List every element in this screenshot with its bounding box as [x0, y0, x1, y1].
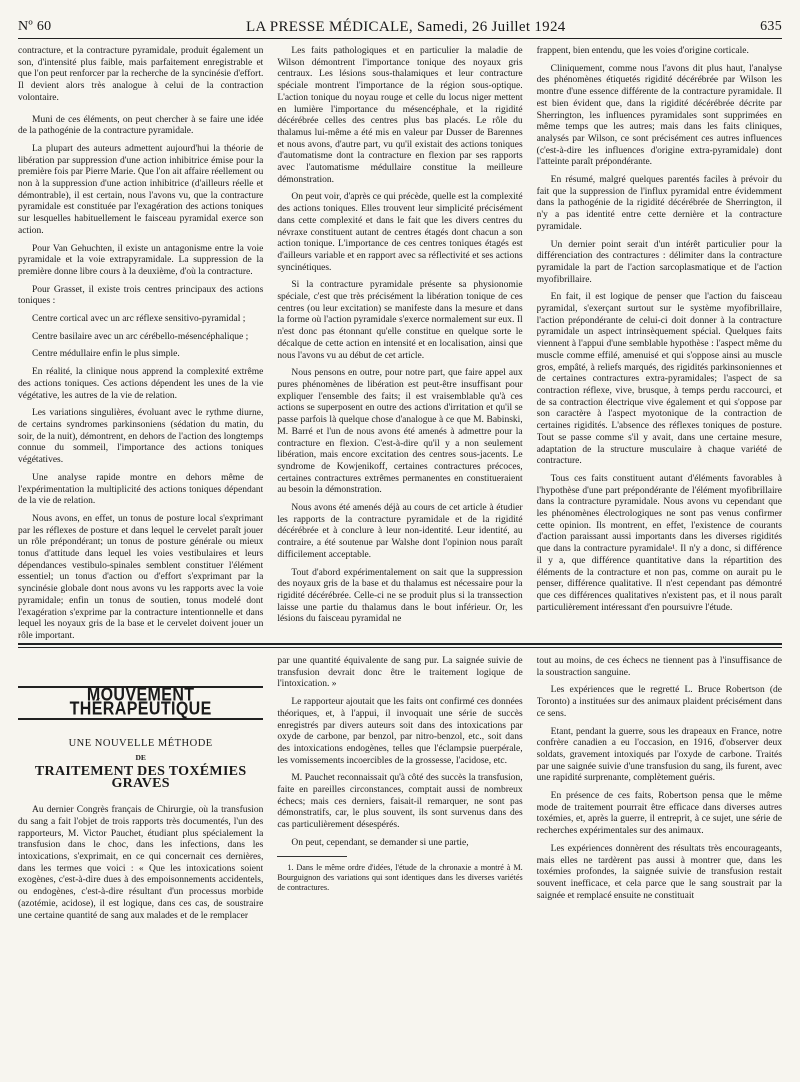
- article-title-line-2: DE: [135, 753, 146, 763]
- paragraph: Le rapporteur ajoutait que les faits ont confirmé ces données théoriques, et, à l'appui, il invoquait une série de succès enregistrés par divers auteurs soit dans des intoxications par oxyde de carbone, par benzol, par nitro-benzol, etc., soit dans des intoxications endogènes, telles que l'éclampsie puerpérale, les vomissements incoercibles de la grossesse, l'acidose, etc.: [277, 697, 523, 766]
- bottom-column-1: [18, 656, 263, 1074]
- paragraph: Muni de ces éléments, on peut chercher à se faire une idée de la pathogénie de la contracture pyramidale.: [18, 114, 264, 137]
- issue-number: Nº 60: [18, 19, 52, 34]
- paragraph: Tout d'abord expérimentalement on sait que la suppression des noyaux gris de la base et du thalamus est nécessaire pour la rigidité décérébrée. Celle-ci ne se produit plus si la transsection laisse une partie du thalamus dans le bout inférieur. Or, les lésions du faisceau pyramidal ne: [277, 567, 523, 625]
- article-title-line-3: TRAITEMENT DES TOXÉMIES GRAVES: [34, 763, 247, 791]
- article-title-line-1: UNE NOUVELLE MÉTHODE: [68, 738, 213, 750]
- top-column-1: [18, 46, 263, 640]
- paragraph: frappent, bien entendu, que les voies d'origine corticale.: [536, 46, 749, 56]
- top-column-3: [537, 46, 782, 640]
- paragraph: Etant, pendant la guerre, sous les drapeaux en France, notre confrère canadien a eu l'occasion, en 1916, d'observer deux soldats, gravement intoxiqués par l'oxyde de carbone. Traités par une saignée suivie d'une transfusion du sang, ils furent, avec une rapidité surprenante, complètement guéris.: [536, 726, 782, 784]
- bottom-column-2: [277, 656, 522, 1074]
- paragraph: Un dernier point serait d'un intérêt particulier pour la différenciation des contractures : délimiter dans la contracture pyramidale la part de l'action sarcoplasmatique et de l'action myofibrillaire.: [536, 239, 782, 285]
- section-heading-box: [18, 686, 263, 720]
- paragraph: La plupart des auteurs admettent aujourd'hui la théorie de libération par suppression d'une action inhibitrice émise pour la première fois par Pierre Marie. Que l'on ait affaire réellement ou non à la suppression d'une action inhibitrice (d'ailleurs réelle et démontrable), il est certain, nous l'avons vu, que la contracture pyramidale est constituée par l'exagération des actions toniques sur lesquelles habituellement le faisceau pyramidal exerce son action.: [18, 143, 264, 236]
- paragraph: En réalité, la clinique nous apprend la complexité extrême des actions toniques. Ces actions dépendent les unes de la vie végétative, les autres de la vie de relation.: [18, 367, 264, 401]
- paragraph: Nous pensons en outre, pour notre part, que faire appel aux pures phénomènes de libération est peut-être insuffisant pour expliquer l'ensemble des faits; il est vraisemblable qu'à ces actions se superposent en outre des actions d'irritation et qu'il se passe parfois là quelque chose d'analogue à ce que M. Babinski, M. Barré et l'un de nous avons été amenés à admettre pour la contracture en flexion. C'est-à-dire qu'il y a non seulement libération, mais encore excitation des centres sous-jacents. Le syndrome de Kowjenikoff, certaines contractures précoces, certaines contractures extrêmes permanentes en constitueraient au besoin la démonstration.: [277, 368, 523, 496]
- paragraph: contracture, et la contracture pyramidale, produit également un son, d'intensité plus faible, mais parfaitement enregistrable et que l'on peut renforcer par la recherche de la syncinésie d'effort. Il devient alors très analogue à celui de la contraction volontaire.: [18, 46, 264, 103]
- paragraph: Nous avons été amenés déjà au cours de cet article à étudier les rapports de la contracture pyramidale et de la rigidité décérébrée et à conclure à leur non-identité. Leur identité, au contraire, a été soutenue par Walshe dont l'opinion nous paraît difficilement acceptable.: [277, 503, 523, 560]
- paragraph: Les expériences que le regretté L. Bruce Robertson (de Toronto) a instituées sur des animaux plaident précisément dans ce sens.: [536, 685, 782, 719]
- paragraph: Une analyse rapide montre en dehors même de l'expérimentation la multiplicité des actions toniques dépendant de la vie de relation.: [18, 472, 264, 507]
- page-header: [18, 16, 782, 39]
- paragraph: Cliniquement, comme nous l'avons dit plus haut, l'analyse des phénomènes étiquetés rigidité décérébrée par Wilson les montre d'une essence différente de la contracture pyramidale. Il est bien évident que, dans la rigidité décérébrée décrite par Sherrington, les influences pyramidales sont supprimées en même temps que les autres; mais dans les faits cliniques, analysés par Wilson, ce sont précisément ces autres influences (c'est-à-dire les influences d'origine extra-pyramidale) dont l'atteinte paraît prépondérante.: [536, 63, 782, 168]
- paragraph: Centre basilaire avec un arc cérébello-mésencéphalique ;: [32, 331, 249, 342]
- paragraph: Au dernier Congrès français de Chirurgie, où la transfusion du sang a fait l'objet de trois rapports très documentés, l'un des rapporteurs, M. Victor Pauchet, étudiant plus spécialement la transfusion dans le choc, dans les infections, dans les intoxications, s'exprimait, en ce qui concernait ces dernières, dans les termes que voici : « Que les intoxications soient exogènes, c'est-à-dire dues à des empoisonnements accidentels, ou endogènes, c'est-à-dire résultant d'un processus morbide (azotémie, acidose), il est logique, dans ces cas, de soustraire une certaine quantité de sang aux malades et de le remplacer: [18, 805, 264, 921]
- paragraph: En présence de ces faits, Robertson pensa que le même mode de traitement pourrait être efficace dans diverses autres toxémies, et, après la guerre, il entreprit, à ce sujet, une série de recherches expérimentales sur des animaux.: [536, 791, 782, 837]
- footnote: 1. Dans le même ordre d'idées, l'étude de la chronaxie a montré à M. Bourguignon des variations qui sont identiques dans les diverses variétés de contractures.: [277, 862, 523, 892]
- paragraph: Les variations singulières, évoluant avec le rythme diurne, de certains syndromes parkinsoniens (sédation du matin, du soir, de la nuit), démontrent, en dehors de l'action des longtemps connue du sommeil, l'importance des actions toniques végétatives.: [18, 408, 264, 466]
- paragraph: par une quantité équivalente de sang pur. La saignée suivie de transfusion devrait donc être le traitement logique de l'intoxication. »: [277, 656, 523, 690]
- paragraph: Les expériences donnèrent des résultats très encourageants, mais elles ne tardèrent pas aussi à montrer que, dans les toxémies profondes, la saignée suivie de transfusion restait souvent inefficace, et cela parce que le sang soustrait par la saignée et remplacé ensuite ne constituait: [536, 843, 782, 901]
- paragraph: En résumé, malgré quelques parentés faciles à prévoir du fait que la suppression de l'influx pyramidal entre évidemment dans la pathogénie de la rigidité décérébrée de Sherrington, il n'y a pas identité entre cette dernière et la contracture pyramidale.: [536, 175, 782, 232]
- paragraph: M. Pauchet reconnaissait qu'à côté des succès la transfusion, faite en pareilles circonstances, comptait aussi de nombreux échecs; mais ces derniers, faisait-il remarquer, ne sont pas démonstratifs, car, le plus souvent, ils sont survenus dans des cas particulièrement désespérés.: [277, 773, 523, 831]
- paragraph: En fait, il est logique de penser que l'action du faisceau pyramidal, s'exerçant surtout sur le système myofibrillaire, l'action prépondérante de celui-ci doit donner à la contracture pyramidale un aspect intrinsèquement spécial. Quelques faits viennent à l'appui d'une semblable hypothèse : l'aspect même du muscle comme effilé, amenuisé et qui s'oppose ainsi au muscle gros, empâté, à reliefs marqués, des rigidités parkinsoniennes et de certaines contractures extra-pyramidales; l'aspect de sa contraction réflexe, vive, brusque, à temps perdu raccourci, et de sa contraction électrique vive également et qui s'oppose par son caractère à l'aspect myotonique de la contraction de certaines rigidités. L'absence des réflexes toniques de posture. Tout se passe comme s'il y avait, dans une certaine mesure, adaptation de la structure musculaire à chaque variété de contracture.: [536, 292, 782, 467]
- page-number: 635: [760, 19, 782, 34]
- paragraph: Si la contracture pyramidale présente sa physionomie spéciale, c'est que très précisément la libération tonique de ces centres (ou leur excitation) se manifeste dans la mesure et dans la forme où l'action pyramidale s'exerce normalement sur eux. Il n'est donc pas étonnant qu'elle constitue en quelque sorte le décalque de cette action en intensité et en localisation, ainsi que nous l'avons vu au début de cet article.: [277, 280, 523, 361]
- paragraph: Les faits pathologiques et en particulier la maladie de Wilson démontrent l'importance tonique des noyaux gris centraux. Les lésions sous-thalamiques et leur contracture spéciale montrent l'importance de la région sous-optique. L'action tonique du noyau rouge et celle du locus niger mettent en lumière l'importance du mésencéphale, et la rigidité décérébrée celles des centres plus bas placés. Le rôle du thalamus lui-même a été mis en valeur par Dusser de Barennes et nous avons, d'autre part, vu qu'il existait des actions toniques d'automatisme dont la contracture en flexion par ses rapports avec l'automatisme médullaire constitue la meilleure démonstration.: [277, 46, 523, 185]
- section-divider-thin: [18, 647, 782, 648]
- article-title: [18, 738, 263, 789]
- paragraph: On peut voir, d'après ce qui précède, quelle est la complexité des actions toniques. Elles trouvent leur simplicité précisément dans cette complexité et dans le fait que les divers centres du névraxe constituent autant de centres étagés dont chacun a son action tonique. L'importance de ces centres toniques étagés est d'ailleurs variable et en rapport avec sa réflectivité et ses actions syncinétiques.: [277, 192, 523, 273]
- main-article: [18, 46, 782, 640]
- section-divider: [18, 643, 782, 645]
- paragraph: Centre cortical avec un arc réflexe sensitivo-pyramidal ;: [32, 314, 246, 325]
- journal-title: LA PRESSE MÉDICALE, Samedi, 26 Juillet 1924: [245, 18, 566, 35]
- section-title: MOUVEMENT THÉRAPEUTIQUE: [69, 685, 212, 719]
- paragraph: tout au moins, de ces échecs ne tiennent pas à l'insuffisance de la soustraction sanguine.: [536, 656, 782, 678]
- paragraph: Tous ces faits constituent autant d'éléments favorables à l'hypothèse d'une part prépondérante de l'élément myofibrillaire dans la contracture pyramidale. Nous avons vu cependant que les phénomènes électrologiques ne sont pas venus confirmer cette opinion. Ils montrent, en effet, l'existence de courants d'action paraissant aussi importants dans les diverses rigidités que dans la contracture pyramidale¹. Il n'y a donc, si différence il y a, que différence quantitative dans la répartition des éléments de la contracture et non pas, comme on aurait pu le penser, différence qualitative. Il n'est cependant pas démontré que ces différences qualitatives n'existent pas, et il nous paraît particulièrement intéressant d'en poursuivre l'étude.: [536, 473, 782, 613]
- paragraph: Centre médullaire enfin le plus simple.: [32, 349, 180, 360]
- top-column-2: [277, 46, 522, 640]
- paragraph: Pour Van Gehuchten, il existe un antagonisme entre la voie pyramidale et la voie extrapyramidale. La suppression de la première donne libre cours à la deuxième, d'où la contracture.: [18, 243, 264, 277]
- footnote-rule: [277, 856, 347, 857]
- paragraph: Pour Grasset, il existe trois centres principaux des actions toniques :: [18, 284, 264, 307]
- therapeutic-article: [18, 656, 782, 1074]
- paragraph: On peut, cependant, se demander si une partie,: [291, 837, 469, 848]
- bottom-column-3: [537, 656, 782, 1074]
- paragraph: Nous avons, en effet, un tonus de posture local s'exprimant par les réflexes de posture et dans lequel le cervelet paraît jouer un rôle prépondérant; un tonus de posture générale ou mieux tonus d'attitude dans lequel les voies vestibulaires et leurs dépendances vestibulo-spinales semblent constituer l'élément essentiel; un tonus d'action ou d'effort s'exprimant par la syncinésie globale dont nous avons vu les rapports avec la voie pyramidale; enfin un tonus de soutien, tonus modelé dont l'exagération s'exprime par la contracture intentionnelle et dans lequel les noyaux gris de la base et le cervelet doivent jouer un rôle important.: [18, 513, 264, 640]
